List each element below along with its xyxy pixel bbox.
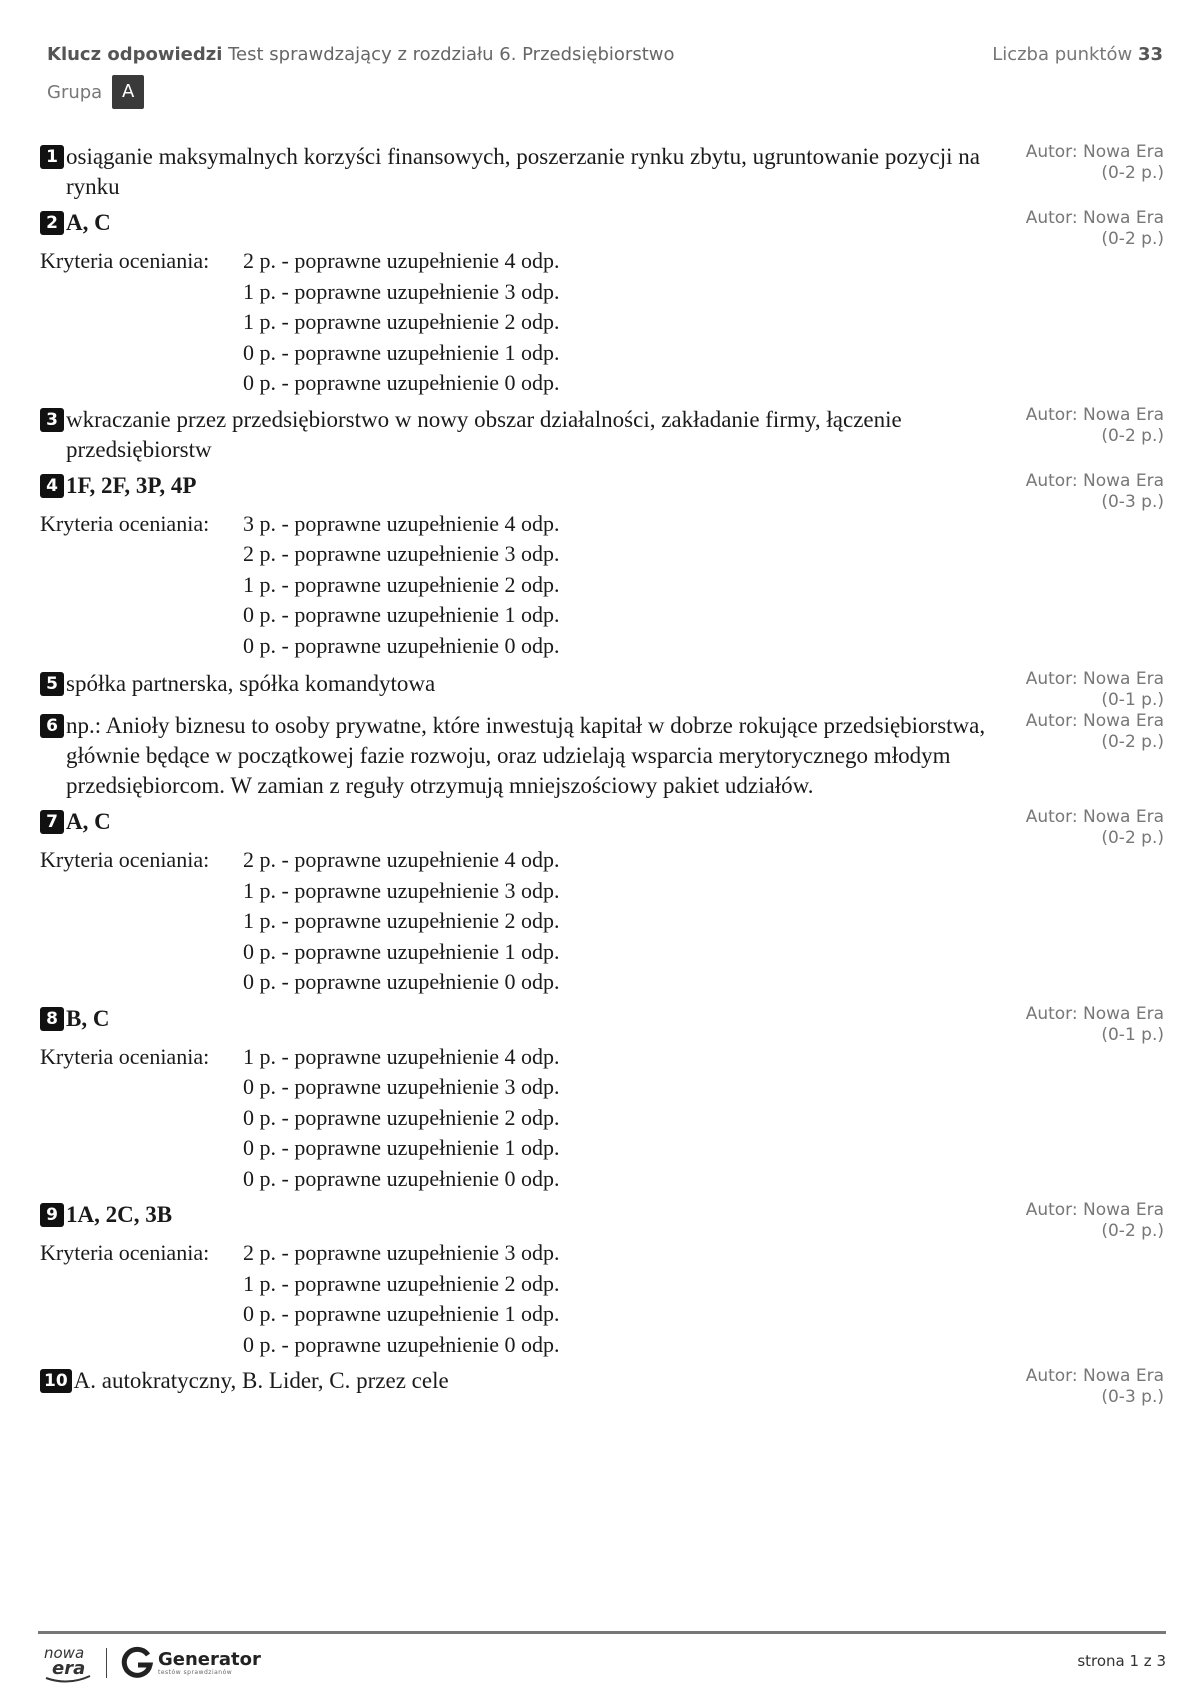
- grading-criteria: [40, 1042, 1164, 1195]
- author-label: Autor: Nowa Era: [1025, 404, 1164, 425]
- answer-line: [40, 1200, 990, 1230]
- criteria-row: 0 p. - poprawne uzupełnienie 3 odp.: [243, 1074, 560, 1099]
- question-8: [40, 1004, 1164, 1195]
- logo-divider: [106, 1648, 107, 1678]
- title-bold: Klucz odpowiedzi: [47, 44, 223, 65]
- generator-word: Generator: [158, 1648, 261, 1670]
- points-range: (0-3 p.): [1101, 1387, 1164, 1407]
- points-range: (0-2 p.): [1101, 828, 1164, 848]
- author-label: Autor: Nowa Era: [1025, 142, 1164, 162]
- criteria-label: Kryteria oceniania:: [40, 1043, 210, 1069]
- question-meta: [1026, 807, 1164, 849]
- criteria-row: 1 p. - poprawne uzupełnienie 2 odp.: [243, 1270, 560, 1296]
- group-badge: A: [112, 75, 144, 109]
- question-number-badge: 7: [40, 810, 64, 834]
- answer-line: [40, 471, 990, 501]
- points-range: (0-2 p.): [1101, 229, 1164, 249]
- criteria-rows: [243, 1042, 559, 1195]
- question-meta: [1026, 208, 1164, 250]
- answer-line: [40, 669, 990, 699]
- points-range: (0-1 p.): [1101, 1024, 1164, 1045]
- generator-g-icon: [120, 1646, 154, 1680]
- generator-subtitle: testów sprawdzianów: [158, 1668, 233, 1676]
- answer-text: A, C: [66, 809, 111, 834]
- criteria-rows: [243, 246, 559, 399]
- document-header: [47, 44, 1163, 109]
- answer-text: osiąganie maksymalnych korzyści finansowych, poszerzanie rynku zbytu, ugruntowanie pozycji na rynku: [66, 144, 980, 199]
- answer-text: B, C: [66, 1005, 110, 1031]
- answer-line: [40, 711, 990, 801]
- total-points: [992, 44, 1163, 65]
- answer-line: [40, 1366, 990, 1396]
- criteria-row: 1 p. - poprawne uzupełnienie 3 odp.: [243, 278, 560, 304]
- criteria-label: Kryteria oceniania:: [40, 847, 210, 872]
- criteria-rows: [243, 1238, 559, 1360]
- author-label: Autor: Nowa Era: [1025, 1366, 1164, 1386]
- question-meta: [1026, 1004, 1164, 1046]
- points-range: (0-2 p.): [1101, 1221, 1164, 1241]
- grading-criteria: [40, 1238, 1164, 1360]
- criteria-row: 0 p. - poprawne uzupełnienie 0 odp.: [243, 1165, 560, 1191]
- answer-list: [40, 142, 1164, 1407]
- question-meta: [1026, 142, 1164, 184]
- criteria-row: 1 p. - poprawne uzupełnienie 2 odp.: [243, 309, 560, 334]
- question-4: [40, 471, 1164, 662]
- grading-criteria: [40, 845, 1164, 998]
- criteria-row: 0 p. - poprawne uzupełnienie 1 odp.: [243, 1301, 560, 1326]
- question-number-badge: 2: [40, 211, 64, 235]
- question-meta: [1026, 1200, 1164, 1242]
- answer-text: 1F, 2F, 3P, 4P: [66, 472, 197, 498]
- question-meta: [1026, 405, 1164, 447]
- points-range: (0-2 p.): [1101, 163, 1164, 183]
- points-range: (0-2 p.): [1101, 425, 1164, 446]
- points-range: (0-2 p.): [1101, 732, 1164, 752]
- question-number-badge: 3: [40, 408, 64, 432]
- question-number-badge: 6: [40, 714, 64, 738]
- author-label: Autor: Nowa Era: [1025, 1200, 1164, 1220]
- criteria-row: 1 p. - poprawne uzupełnienie 4 odp.: [243, 1043, 560, 1069]
- criteria-row: 0 p. - poprawne uzupełnienie 2 odp.: [243, 1104, 560, 1130]
- question-meta: [1026, 711, 1164, 753]
- question-9: [40, 1200, 1164, 1360]
- criteria-row: 0 p. - poprawne uzupełnienie 1 odp.: [243, 938, 560, 964]
- question-10: [40, 1366, 1164, 1407]
- title-rest: Test sprawdzający z rozdziału 6. Przedsiębiorstwo: [228, 44, 675, 65]
- points-range: (0-1 p.): [1101, 690, 1164, 710]
- criteria-label: Kryteria oceniania:: [40, 1240, 210, 1265]
- question-7: [40, 807, 1164, 998]
- question-number-badge: 1: [40, 145, 64, 169]
- criteria-row: 0 p. - poprawne uzupełnienie 0 odp.: [243, 632, 560, 658]
- page-footer: [38, 1631, 1166, 1684]
- question-meta: [1026, 471, 1164, 513]
- criteria-row: 2 p. - poprawne uzupełnienie 4 odp.: [243, 248, 560, 273]
- question-1: [40, 142, 1164, 202]
- answer-text: np.: Anioły biznesu to osoby prywatne, które inwestują kapitał w dobrze rokujące przedsiębiorstwa, głównie będące w początkowej fazie rozwoju, oraz udzielają wsparcia merytorycznego młodym przedsiębiorcom. W zamian z reguły otrzymują mniejszościowy pakiet udziałów.: [66, 713, 986, 798]
- grading-criteria: [40, 509, 1164, 662]
- answer-text: spółka partnerska, spółka komandytowa: [66, 671, 436, 696]
- criteria-label: Kryteria oceniania:: [40, 510, 210, 536]
- nowa-era-logo: [40, 1642, 96, 1684]
- criteria-row: 2 p. - poprawne uzupełnienie 4 odp.: [243, 847, 560, 872]
- author-label: Autor: Nowa Era: [1025, 807, 1164, 827]
- criteria-row: 1 p. - poprawne uzupełnienie 2 odp.: [243, 908, 560, 933]
- author-label: Autor: Nowa Era: [1025, 208, 1164, 228]
- page-number: strona 1 z 3: [1077, 1652, 1166, 1670]
- question-number-badge: 5: [40, 672, 64, 696]
- group-label: Grupa: [47, 81, 103, 103]
- question-3: [40, 405, 1164, 465]
- criteria-row: 2 p. - poprawne uzupełnienie 3 odp.: [243, 541, 560, 566]
- question-5: [40, 669, 1164, 710]
- question-2: [40, 208, 1164, 399]
- criteria-rows: [243, 509, 559, 662]
- answer-line: [40, 1004, 990, 1034]
- question-meta: [1026, 1366, 1164, 1408]
- answer-text: wkraczanie przez przedsiębiorstwo w nowy obszar działalności, zakładanie firmy, łączenie przedsiębiorstw: [66, 406, 902, 462]
- points-label: Liczba punktów: [992, 44, 1133, 65]
- logo-nowa-text: nowa: [44, 1644, 85, 1662]
- answer-text: A. autokratyczny, B. Lider, C. przez cele: [73, 1368, 449, 1393]
- answer-line: [40, 405, 990, 465]
- criteria-row: 0 p. - poprawne uzupełnienie 1 odp.: [243, 339, 560, 365]
- criteria-row: 0 p. - poprawne uzupełnienie 1 odp.: [243, 602, 560, 627]
- criteria-row: 2 p. - poprawne uzupełnienie 3 odp.: [243, 1240, 560, 1265]
- author-label: Autor: Nowa Era: [1025, 1003, 1164, 1024]
- answer-text: 1A, 2C, 3B: [66, 1202, 173, 1227]
- question-6: [40, 711, 1164, 801]
- criteria-row: 1 p. - poprawne uzupełnienie 2 odp.: [243, 571, 560, 597]
- author-label: Autor: Nowa Era: [1025, 470, 1164, 491]
- author-label: Autor: Nowa Era: [1025, 711, 1164, 731]
- points-range: (0-3 p.): [1101, 491, 1164, 512]
- generator-logo: [120, 1646, 261, 1680]
- group-line: [47, 75, 1163, 109]
- answer-text: A, C: [66, 210, 111, 235]
- criteria-row: 0 p. - poprawne uzupełnienie 0 odp.: [243, 1331, 560, 1357]
- criteria-label: Kryteria oceniania:: [40, 248, 210, 273]
- answer-line: [40, 807, 990, 837]
- points-value: 33: [1137, 44, 1163, 65]
- question-number-badge: 9: [40, 1203, 64, 1227]
- question-number-badge: 10: [40, 1369, 72, 1393]
- criteria-rows: [243, 845, 559, 998]
- answer-line: [40, 208, 990, 238]
- question-meta: [1026, 669, 1164, 711]
- question-number-badge: 4: [40, 474, 64, 498]
- answer-line: [40, 142, 990, 202]
- logo-era-text: era: [52, 1658, 86, 1679]
- criteria-row: 1 p. - poprawne uzupełnienie 3 odp.: [243, 877, 560, 903]
- criteria-row: 0 p. - poprawne uzupełnienie 0 odp.: [243, 969, 560, 994]
- criteria-row: 3 p. - poprawne uzupełnienie 4 odp.: [243, 510, 560, 536]
- grading-criteria: [40, 246, 1164, 399]
- question-number-badge: 8: [40, 1007, 64, 1031]
- criteria-row: 0 p. - poprawne uzupełnienie 1 odp.: [243, 1135, 560, 1160]
- author-label: Autor: Nowa Era: [1025, 669, 1164, 689]
- criteria-row: 0 p. - poprawne uzupełnienie 0 odp.: [243, 370, 560, 395]
